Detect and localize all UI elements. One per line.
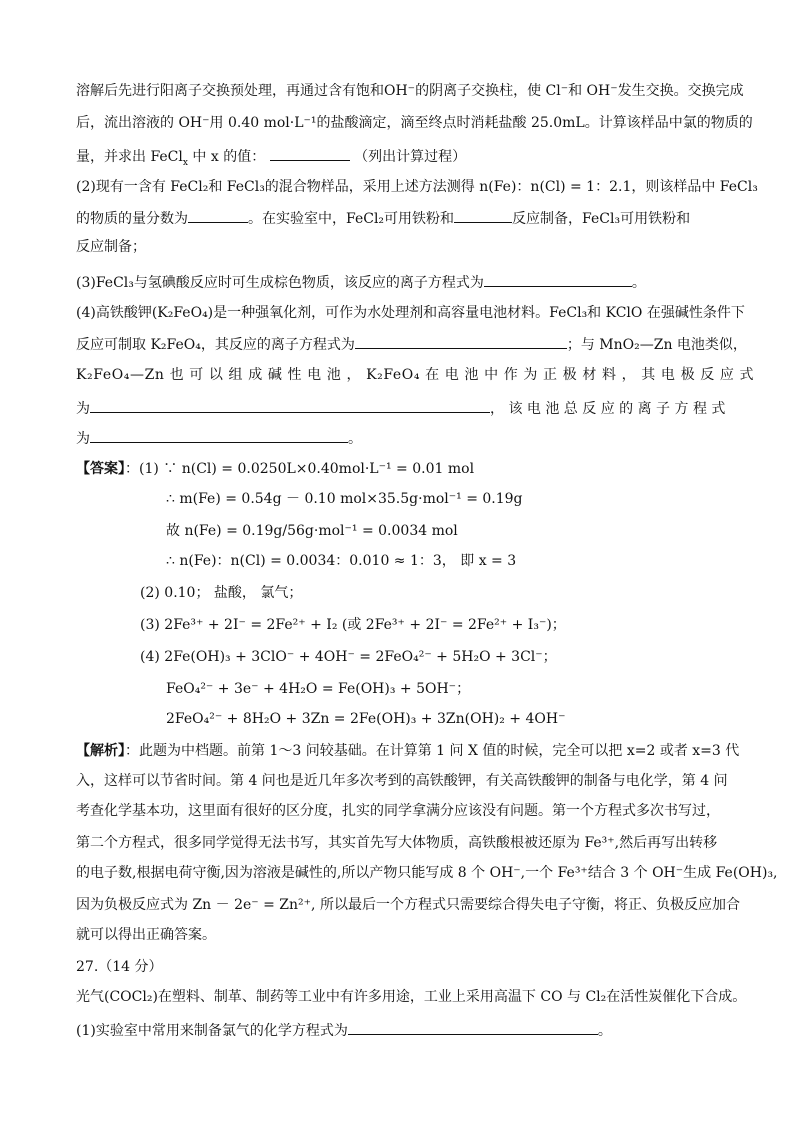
analysis-line6: 因为负极反应式为 Zn － 2e⁻ = Zn²⁺, 所以最后一个方程式只需要综合得失电子守衡，将正、负极反应加合 bbox=[76, 897, 740, 913]
q27-line2-end: 。 bbox=[597, 1023, 612, 1039]
p1-line3-text2: 中 x 的值： bbox=[187, 149, 266, 165]
p1-line3-text: 量，并求出 FeCl bbox=[76, 149, 183, 165]
answer-line5: (2) 0.10； 盐酸， 氯气； bbox=[140, 585, 303, 601]
question-27-heading: 27.（14 分） bbox=[76, 959, 163, 975]
p3-line1-text: (3)FeCl₃与氢碘酸反应时可生成棕色物质，该反应的离子方程式为 bbox=[76, 275, 484, 291]
q27-line1: 光气(COCl₂)在塑料、制革、制药等工业中有许多用途，工业上采用高温下 CO 与 Cl₂在活性炭催化下合成。 bbox=[76, 989, 747, 1005]
p2-line2-text3: 反应制备，FeCl₃可用铁粉和 bbox=[512, 211, 691, 227]
answer-blank-6[interactable] bbox=[90, 398, 490, 413]
p2-line1: (2)现有一含有 FeCl₂和 FeCl₃的混合物样品，采用上述方法测得 n(Fe)：n(Cl) = 1：2.1，则该样品中 FeCl₃ bbox=[76, 179, 758, 195]
p1-line3 bbox=[76, 146, 466, 166]
p2-line3: 反应制备； bbox=[76, 239, 146, 255]
p1-line3-note: （列出计算过程） bbox=[354, 149, 467, 165]
p2-line2-text2: 。在实验室中，FeCl₂可用铁粉和 bbox=[248, 211, 455, 227]
answer-label: 【答案】 bbox=[76, 461, 125, 477]
answer-blank-4[interactable] bbox=[484, 272, 632, 287]
p4-line4 bbox=[76, 398, 725, 418]
p4-line2-text2: ；与 MnO₂—Zn 电池类似， bbox=[566, 337, 747, 353]
analysis-line1 bbox=[76, 742, 739, 760]
p4-line1: (4)高铁酸钾(K₂FeO₄)是一种强氧化剂，可作为水处理剂和高容量电池材料。FeCl₃和 KClO 在强碱性条件下 bbox=[76, 305, 745, 321]
p1-line1: 溶解后先进行阳离子交换预处理，再通过含有饱和OH⁻的阴离子交换柱，使 Cl⁻和 OH⁻发生交换。交换完成 bbox=[76, 83, 744, 99]
analysis-label: 【解析】 bbox=[76, 743, 125, 759]
p4-line4-text2: ， 该 电 池 总 反 应 的 离 子 方 程 式 bbox=[490, 401, 726, 417]
answer-line3: 故 n(Fe) = 0.19g/56g·mol⁻¹ = 0.0034 mol bbox=[166, 523, 458, 539]
p4-line2-text: 反应可制取 K₂FeO₄，其反应的离子方程式为 bbox=[76, 337, 355, 353]
answer-blank-3[interactable] bbox=[454, 208, 512, 223]
p4-line4-text: 为 bbox=[76, 401, 90, 417]
q27-line2-text: (1)实验室中常用来制备氯气的化学方程式为 bbox=[76, 1023, 348, 1039]
answer-blank-8[interactable] bbox=[348, 1020, 598, 1035]
p3-line1-end: 。 bbox=[631, 275, 646, 291]
answer-line6: (3) 2Fe³⁺ + 2I⁻ = 2Fe²⁺ + I₂ (或 2Fe³⁺ + 2I⁻ = 2Fe²⁺ + I₃⁻)； bbox=[140, 617, 566, 633]
answer-blank-7[interactable] bbox=[90, 428, 348, 443]
analysis-l1: ：此题为中档题。前第 1～3 问较基础。在计算第 1 问 X 值的时候，完全可以把 x=2 或者 x=3 代 bbox=[125, 743, 740, 759]
p4-line2 bbox=[76, 334, 747, 354]
p1-line2: 后，流出溶液的 OH⁻用 0.40 mol·L⁻¹的盐酸滴定，滴至终点时消耗盐酸 25.0mL。计算该样品中氯的物质的 bbox=[76, 115, 753, 131]
answer-a1: ：(1) ∵ n(Cl) = 0.0250L×0.40mol·L⁻¹ = 0.01 mol bbox=[125, 461, 475, 477]
analysis-line4: 第二个方程式，很多同学觉得无法书写，其实首先写大体物质，高铁酸根被还原为 Fe³⁺,然后再写出转移 bbox=[76, 835, 718, 851]
p4-line5-text: 为 bbox=[76, 431, 90, 447]
analysis-line3: 考查化学基本功，这里面有很好的区分度，扎实的同学拿满分应该没有问题。第一个方程式多次书写过， bbox=[76, 803, 720, 819]
p1-line3-sub: x bbox=[182, 157, 188, 168]
p4-line3: K₂FeO₄—Zn 也 可 以 组 成 碱 性 电 池 ， K₂FeO₄ 在 电 池 中 作 为 正 极 材 料 ， 其 电 极 反 应 式 bbox=[76, 367, 755, 383]
analysis-line2: 入，这样可以节省时间。第 4 问也是近几年多次考到的高铁酸钾，有关高铁酸钾的制备与电化学，第 4 问 bbox=[76, 773, 728, 789]
answer-line1 bbox=[76, 460, 474, 478]
answer-line4: ∴ n(Fe)：n(Cl) = 0.0034：0.010 ≈ 1：3， 即 x = 3 bbox=[166, 553, 517, 569]
answer-line2: ∴ m(Fe) = 0.54g － 0.10 mol×35.5g·mol⁻¹ = 0.19g bbox=[166, 491, 523, 507]
answer-blank-1[interactable] bbox=[270, 146, 350, 161]
analysis-line5: 的电子数,根据电荷守衡,因为溶液是碱性的,所以产物只能写成 8 个 OH⁻,一个 Fe³⁺结合 3 个 OH⁻生成 Fe(OH)₃, bbox=[76, 865, 778, 881]
p4-line5 bbox=[76, 428, 362, 448]
answer-line7: (4) 2Fe(OH)₃ + 3ClO⁻ + 4OH⁻ = 2FeO₄²⁻ + 5H₂O + 3Cl⁻； bbox=[140, 649, 557, 665]
p2-line2 bbox=[76, 208, 690, 228]
analysis-line7: 就可以得出正确答案。 bbox=[76, 927, 216, 943]
answer-line8: FeO₄²⁻ + 3e⁻ + 4H₂O = Fe(OH)₃ + 5OH⁻； bbox=[166, 681, 471, 697]
p2-line2-text: 的物质的量分数为 bbox=[76, 211, 188, 227]
answer-blank-2[interactable] bbox=[188, 208, 248, 223]
q27-line2 bbox=[76, 1020, 612, 1040]
answer-line9: 2FeO₄²⁻ + 8H₂O + 3Zn = 2Fe(OH)₃ + 3Zn(OH)₂ + 4OH⁻ bbox=[166, 711, 566, 727]
p4-line5-end: 。 bbox=[348, 431, 362, 447]
p3-line1 bbox=[76, 272, 646, 292]
answer-blank-5[interactable] bbox=[355, 334, 567, 349]
